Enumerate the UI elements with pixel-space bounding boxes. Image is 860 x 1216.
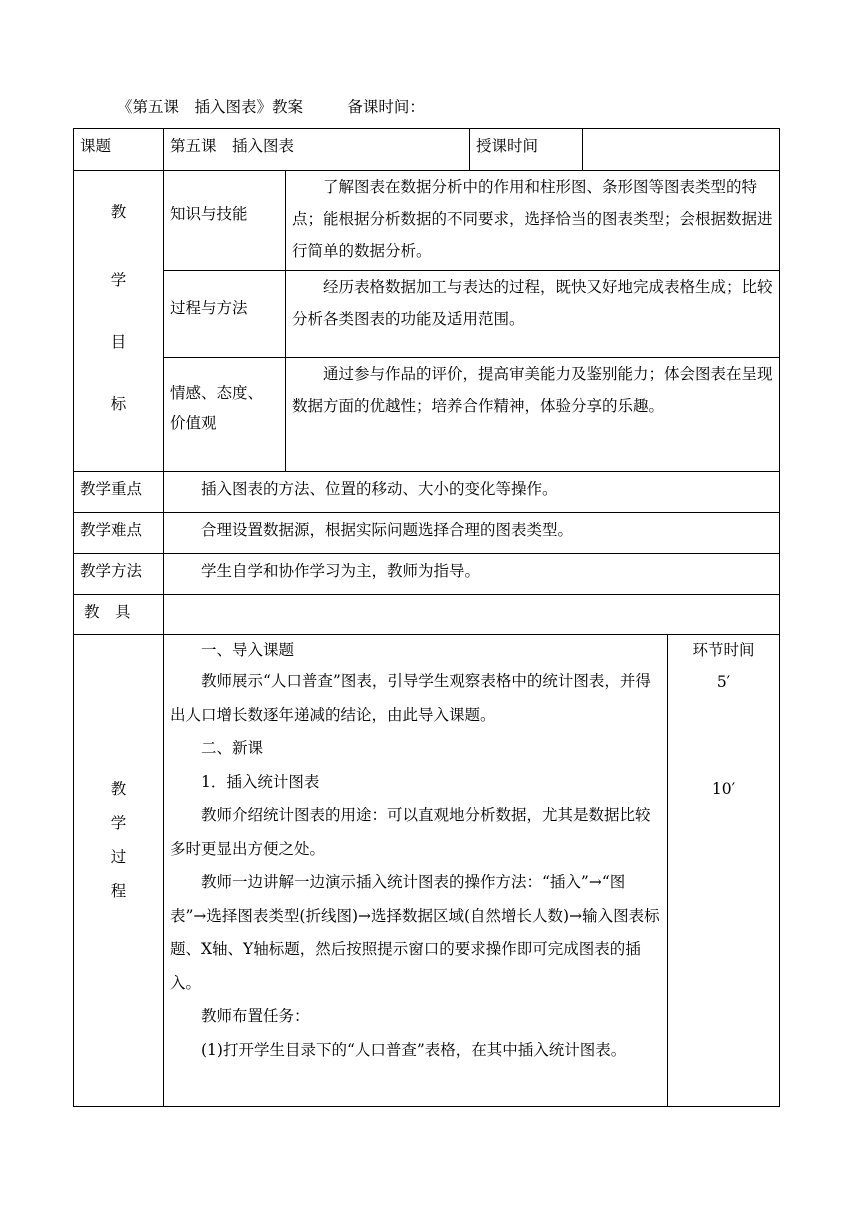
goals-label-char: 学 [110,271,127,289]
difficulties-cell [164,513,780,554]
process-label-char: 学 [110,814,127,832]
methods-cell [164,554,780,595]
process-paragraph: 二、新课 [201,739,264,757]
goal-text-cell [286,358,780,472]
goals-label-char: 教 [110,203,127,221]
process-label-char: 教 [110,780,127,798]
goal-text-cell [286,171,780,271]
tools-row [74,595,780,635]
process-label-char: 过 [110,848,127,866]
key-points-cell [164,472,780,513]
goal-text-process: 经历表格数据加工与表达的过程，既快又好地完成表格生成；比较分析各类图表的功能及适用范围。 [292,278,773,328]
process-paragraph: 1．插入统计图表 [201,772,320,791]
methods-text: 学生自学和协作学习为主，教师为指导。 [201,562,481,580]
methods-row [74,554,780,595]
key-points-text: 插入图表的方法、位置的移动、大小的变化等操作。 [201,480,558,498]
topic-row [74,129,780,171]
goals-label-char: 目 [110,333,127,351]
goal-label-attitude-line: 情感、态度、 [170,384,264,402]
goals-label [74,171,164,472]
process-paragraph: 教师介绍统计图表的用途：可以直观地分析数据，尤其是数据比较多时更显出方便之处。 [170,806,651,858]
process-paragraph: 教师布置任务： [201,1007,310,1025]
time-header: 环节时间 [692,641,755,659]
lesson-plan-table [73,128,780,1107]
teach-time-value [583,129,780,171]
process-row [74,635,780,1107]
document-title [117,95,425,117]
goal-row-process [74,271,780,358]
difficulties-row [74,513,780,554]
teach-time-label: 授课时间 [470,129,583,171]
tools-label: 教 具 [74,595,164,635]
time-value: 10′ [711,780,736,798]
difficulties-text: 合理设置数据源，根据实际问题选择合理的图表类型。 [201,521,574,539]
goal-label-attitude-line: 价值观 [170,414,217,432]
goal-label-knowledge: 知识与技能 [164,171,286,271]
topic-value: 第五课 插入图表 [164,129,470,171]
process-label [74,635,164,1107]
goal-label-process: 过程与方法 [164,271,286,358]
process-paragraph: 教师一边讲解一边演示插入统计图表的操作方法：“插入”→“图表”→选择图表类型(折线图)→选择数据区域(自然增长人数)→输入图表标题、X轴、Y轴标题，然后按照提示窗口的要求操作即可完成图表的插入。 [170,873,660,992]
difficulties-label: 教学难点 [74,513,164,554]
process-paragraph: 一、导入课题 [201,641,295,659]
key-points-row [74,472,780,513]
tools-value [164,595,780,635]
process-paragraph: (1)打开学生目录下的“人口普查”表格，在其中插入统计图表。 [201,1040,627,1059]
topic-label: 课题 [74,129,164,171]
goal-text-attitude: 通过参与作品的评价，提高审美能力及鉴别能力；体会图表在呈现数据方面的优越性；培养合作精神，体验分享的乐趣。 [292,365,773,415]
time-value: 5′ [716,673,731,691]
goals-label-char: 标 [110,395,127,413]
process-label-char: 程 [110,882,127,900]
goal-text-knowledge: 了解图表在数据分析中的作用和柱形图、条形图等图表类型的特点；能根据分析数据的不同要求，选择恰当的图表类型；会根据数据进行简单的数据分析。 [292,178,773,260]
key-points-label: 教学重点 [74,472,164,513]
goal-label-attitude [164,358,286,472]
goal-row-attitude [74,358,780,472]
lesson-plan-title: 《第五课 插入图表》教案 [117,98,304,116]
goal-text-cell [286,271,780,358]
goal-row-knowledge [74,171,780,271]
process-paragraph: 教师展示“人口普查”图表，引导学生观察表格中的统计图表，并得出人口增长数逐年递减的结论，由此导入课题。 [170,672,651,724]
methods-label: 教学方法 [74,554,164,595]
process-content [164,635,668,1107]
time-column [668,635,780,1107]
prep-time-label: 备课时间： [347,98,425,116]
